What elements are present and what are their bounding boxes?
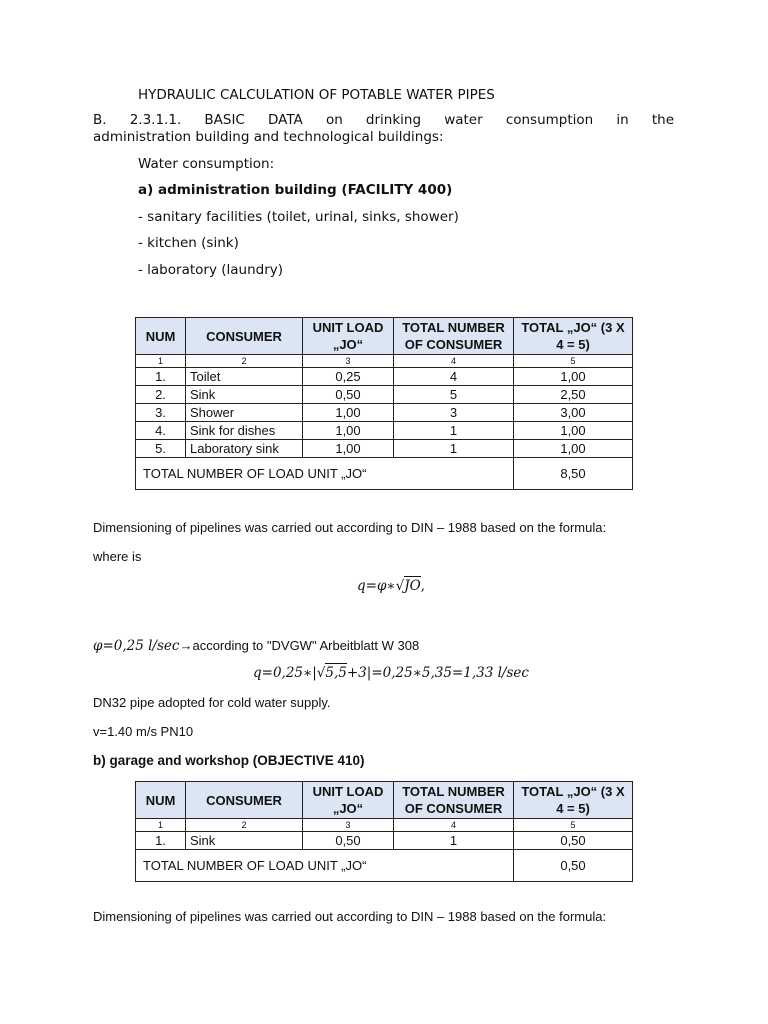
cell-consumer: Sink (186, 386, 303, 404)
header-consumer: CONSUMER (186, 782, 303, 819)
section-a-item: - sanitary facilities (toilet, urinal, sinks, shower) (138, 209, 459, 225)
section-a-title: a) administration building (FACILITY 400) (138, 182, 453, 198)
cell-count: 3 (394, 404, 514, 422)
cell-total: 3,00 (514, 404, 633, 422)
index-cell: 1 (136, 819, 186, 832)
header-consumer: CONSUMER (186, 318, 303, 355)
header-num: NUM (136, 318, 186, 355)
velocity-text: v=1.40 m/s PN10 (93, 724, 194, 739)
index-cell: 5 (514, 819, 633, 832)
table-row (136, 832, 633, 850)
water-consumption-label: Water consumption: (138, 156, 275, 172)
cell-unit-load: 0,25 (303, 368, 394, 386)
index-cell: 3 (303, 355, 394, 368)
cell-count: 4 (394, 368, 514, 386)
section-b-title: b) garage and workshop (OBJECTIVE 410) (93, 753, 365, 768)
cell-num: 3. (136, 404, 186, 422)
header-total-number: TOTAL NUMBER OF CONSUMER (394, 782, 514, 819)
header-total-jo: TOTAL „JO“ (3 X 4 = 5) (514, 318, 633, 355)
cell-num: 2. (136, 386, 186, 404)
cell-consumer: Sink for dishes (186, 422, 303, 440)
cell-total: 0,50 (514, 832, 633, 850)
index-cell: 4 (394, 819, 514, 832)
table-total-row (136, 850, 633, 882)
header-unit-load: UNIT LOAD „JO“ (303, 782, 394, 819)
index-cell: 5 (514, 355, 633, 368)
phi-source: according to "DVGW" Arbeitblatt W 308 (192, 638, 420, 653)
table-row (136, 440, 633, 458)
cell-unit-load: 1,00 (303, 440, 394, 458)
cell-unit-load: 0,50 (303, 386, 394, 404)
index-cell: 3 (303, 819, 394, 832)
cell-count: 5 (394, 386, 514, 404)
phi-line (93, 635, 419, 654)
flow-formula: q=φ∗√JO, (357, 578, 425, 594)
consumer-table-b (135, 781, 633, 882)
cell-unit-load: 1,00 (303, 404, 394, 422)
index-cell: 1 (136, 355, 186, 368)
header-total-number: TOTAL NUMBER OF CONSUMER (394, 318, 514, 355)
header-num: NUM (136, 782, 186, 819)
consumer-table-a (135, 317, 633, 490)
header-total-jo: TOTAL „JO“ (3 X 4 = 5) (514, 782, 633, 819)
cell-count: 1 (394, 832, 514, 850)
cell-consumer: Toilet (186, 368, 303, 386)
dimensioning-text: Dimensioning of pipelines was carried out according to DIN – 1988 based on the formula: (93, 520, 607, 535)
cell-count: 1 (394, 422, 514, 440)
table-row (136, 404, 633, 422)
cell-num: 1. (136, 368, 186, 386)
header-unit-load: UNIT LOAD „JO“ (303, 318, 394, 355)
cell-unit-load: 1,00 (303, 422, 394, 440)
table-row (136, 368, 633, 386)
cell-consumer: Shower (186, 404, 303, 422)
cell-total: 2,50 (514, 386, 633, 404)
cell-num: 4. (136, 422, 186, 440)
index-cell: 2 (186, 819, 303, 832)
basic-data-line-2: administration building and technological buildings: (93, 129, 444, 145)
arrow-icon: → (179, 638, 193, 653)
cell-unit-load: 0,50 (303, 832, 394, 850)
pipe-text: DN32 pipe adopted for cold water supply. (93, 695, 331, 710)
cell-consumer: Sink (186, 832, 303, 850)
total-label: TOTAL NUMBER OF LOAD UNIT „JO“ (136, 458, 514, 490)
flow-calculation: q=0,25∗|√5,5+3|=0,25∗5,35=1,33 l/sec (253, 665, 529, 681)
cell-consumer: Laboratory sink (186, 440, 303, 458)
phi-value: φ=0,25 l/sec (93, 638, 180, 654)
index-cell: 4 (394, 355, 514, 368)
table-total-row (136, 458, 633, 490)
cell-total: 1,00 (514, 422, 633, 440)
cell-total: 1,00 (514, 440, 633, 458)
cell-num: 5. (136, 440, 186, 458)
table-row (136, 422, 633, 440)
total-value: 0,50 (514, 850, 633, 882)
dimensioning-text-2: Dimensioning of pipelines was carried out according to DIN – 1988 based on the formula: (93, 909, 607, 924)
basic-data-line-1: B. 2.3.1.1. BASIC DATA on drinking water consumption in the (93, 112, 674, 128)
where-is-label: where is (93, 549, 142, 564)
index-cell: 2 (186, 355, 303, 368)
cell-count: 1 (394, 440, 514, 458)
total-label: TOTAL NUMBER OF LOAD UNIT „JO“ (136, 850, 514, 882)
section-a-item: - kitchen (sink) (138, 235, 239, 251)
table-row (136, 386, 633, 404)
cell-num: 1. (136, 832, 186, 850)
cell-total: 1,00 (514, 368, 633, 386)
total-value: 8,50 (514, 458, 633, 490)
page-heading: HYDRAULIC CALCULATION OF POTABLE WATER PIPES (138, 87, 495, 103)
section-a-item: - laboratory (laundry) (138, 262, 283, 278)
